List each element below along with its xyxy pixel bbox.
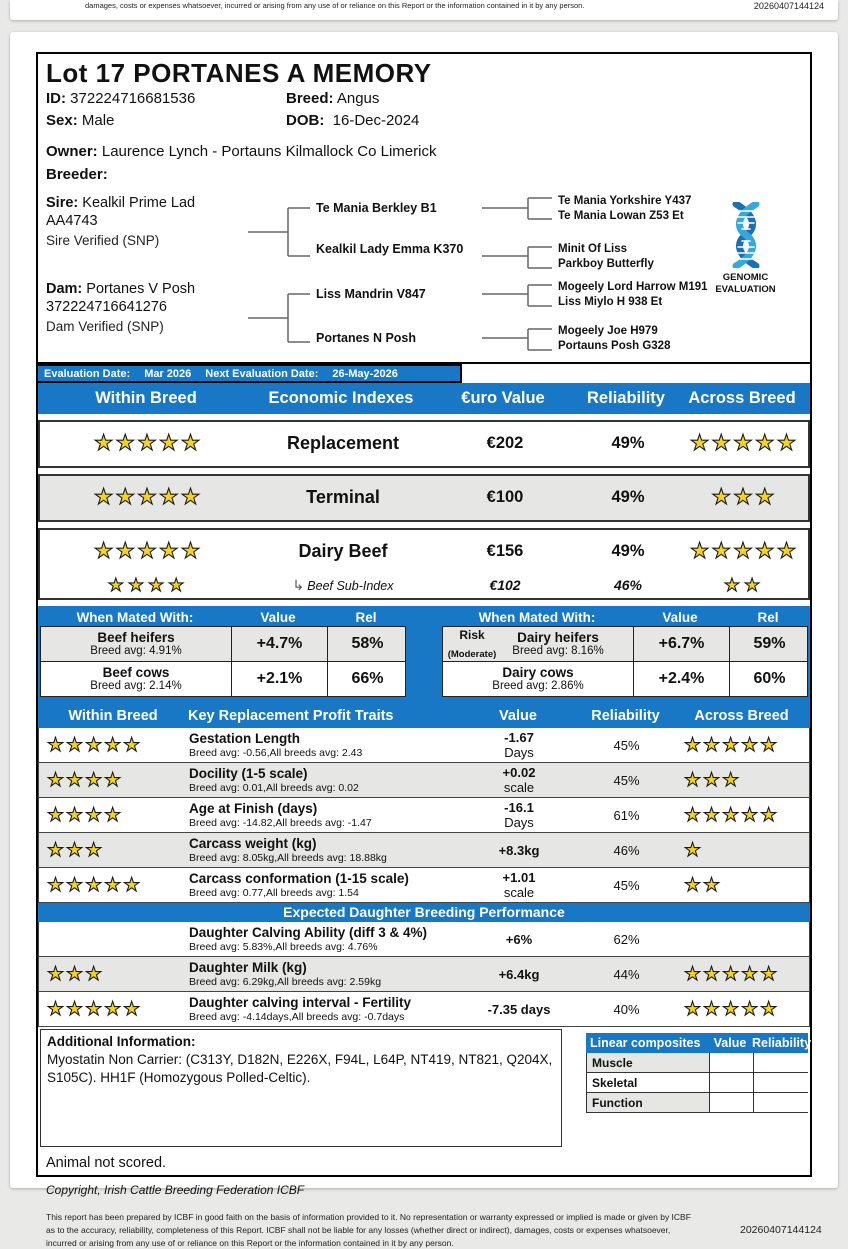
mated-reliability: 58% (327, 627, 407, 661)
bottom-section (38, 1027, 810, 1147)
trait-value: +1.01 scale (502, 870, 536, 900)
star-icon: ★★★ (684, 769, 742, 791)
composite-reliability (753, 1073, 809, 1092)
trait-value: +8.3kg (498, 842, 540, 858)
across-breed-stars (674, 874, 811, 897)
great-grandparents-4: Mogeely Joe H979 Portauns Posh G328 (558, 325, 671, 352)
trait-name: Daughter Milk (kg) Breed avg: 6.29kg,All breeds avg: 2.59kg (189, 960, 382, 988)
dna-helix-icon (720, 202, 772, 268)
star-icon: ★ (684, 839, 704, 861)
corner-arrow-icon: ↳ (292, 576, 305, 593)
trait-reliability: 62% (613, 931, 640, 947)
trait-reliability: 45% (613, 737, 640, 753)
prev-disclaimer-line: damages, costs or expenses whatsoever, incurred or arising from any use of or reliance on this Report or the information contained in it by any person. (85, 1, 585, 10)
star-icon: ★★★ (711, 484, 777, 509)
footer-disclaimer: This report has been prepared by ICBF in good faith on the basis of information provided to it. No representation or warranty expressed or implied is made or given by ICBF as to the accuracy, reliability, completeness of this Report. ICBF shall not be liable for any losses (whether direct or indirect), damages, costs or expenses whatsoever, incurred or arising from any use of or reliance on this Report or the information contained in it by any person. 20260407144124 (46, 1212, 822, 1248)
mated-reliability: 66% (327, 662, 407, 696)
star-icon: ★★★★★ (684, 734, 780, 756)
mated-value: +6.7% (633, 627, 729, 661)
trait-reliability: 46% (613, 842, 640, 858)
next-evaluation-date-value: 26-May-2026 (332, 367, 398, 380)
traits-header: Within Breed Key Replacement Profit Traits Value Reliability Across Breed (38, 703, 810, 728)
euro-value: €102 (489, 577, 521, 593)
across-breed-stars (674, 963, 811, 986)
mated-row (41, 661, 405, 696)
reliability-value: 49% (611, 541, 645, 560)
risk-label: Risk (Moderate) (447, 628, 497, 660)
composite-value (709, 1053, 753, 1072)
report-main-box (36, 52, 812, 1177)
animal-id: ID: 372224716681536 (46, 90, 196, 107)
across-breed-stars (676, 538, 812, 564)
across-breed-stars (674, 769, 811, 792)
index-name: Replacement (286, 432, 400, 453)
traits-rows (38, 728, 810, 903)
trait-reliability: 61% (613, 807, 640, 823)
trait-row (38, 798, 810, 833)
animal-header (38, 54, 810, 188)
composite-name: Muscle (592, 1055, 633, 1070)
trait-name: Daughter Calving Ability (diff 3 & 4%) Breed avg: 5.83%,All breeds avg: 4.76% (189, 925, 428, 953)
star-icon: ★★★★★ (684, 998, 780, 1020)
star-icon: ★★★★★ (47, 734, 143, 756)
star-icon: ★★★ (47, 963, 105, 985)
animal-not-scored-note: Animal not scored. (46, 1155, 167, 1171)
mated-reliability: 60% (729, 662, 809, 696)
star-icon: ★★★★★ (689, 538, 799, 563)
across-breed-stars (674, 734, 811, 757)
great-grandparents-2: Minit Of Liss Parkboy Butterfly (558, 243, 654, 270)
prev-report-code: 20260407144124 (753, 1, 824, 11)
economic-row (38, 420, 810, 468)
within-breed-stars (40, 484, 256, 510)
mated-row (41, 627, 405, 661)
mated-value: +4.7% (231, 627, 327, 661)
copyright-line: Copyright, Irish Cattle Breeding Federation ICBF (46, 1183, 305, 1197)
star-icon: ★★★★★ (93, 430, 203, 455)
trait-reliability: 40% (613, 1001, 640, 1017)
star-icon: ★★ (723, 574, 765, 595)
animal-breed: Breed: Angus (286, 90, 380, 107)
mated-with-name: Dairy cows Breed avg: 2.86% (492, 665, 584, 692)
grandparent-3: Liss Mandrin V847 (316, 287, 426, 301)
reliability-value: 49% (611, 487, 645, 506)
trait-row (38, 763, 810, 798)
composite-reliability (753, 1053, 809, 1072)
trait-row (38, 728, 810, 763)
great-grandparents-3: Mogeely Lord Harrow M191 Liss Miylo H 938 Et (558, 281, 708, 308)
mated-row (443, 661, 807, 696)
within-breed-stars (39, 874, 189, 897)
star-icon: ★★★★★ (47, 874, 143, 896)
trait-reliability: 45% (613, 877, 640, 893)
linear-composite-row (586, 1053, 808, 1073)
star-icon: ★★★★ (107, 574, 189, 595)
linear-composites-table: Linear composites Value Reliability Muscle Skeletal Function (586, 1033, 808, 1147)
trait-name: Docility (1-5 scale) Breed avg: 0.01,All breeds avg: 0.02 (189, 766, 359, 794)
within-breed-stars (39, 963, 189, 986)
composite-value (709, 1073, 753, 1092)
star-icon: ★★★ (47, 839, 105, 861)
daughter-performance-rows (38, 922, 810, 1027)
pedigree-tree (38, 192, 810, 364)
animal-breeder: Breeder: (46, 166, 108, 183)
composite-name: Skeletal (592, 1075, 638, 1090)
report-page (10, 32, 838, 1248)
trait-row (38, 992, 810, 1027)
mated-with-name: Beef cows Breed avg: 2.14% (90, 665, 182, 692)
across-breed-stars (674, 998, 811, 1021)
trait-name: Carcass weight (kg) Breed avg: 8.05kg,All breeds avg: 18.88kg (189, 836, 387, 864)
across-breed-stars (674, 804, 811, 827)
index-name: Dairy Beef (298, 540, 388, 561)
economic-indexes-header: Within Breed Economic Indexes €uro Value Reliability Across Breed (38, 383, 810, 414)
trait-name: Daughter calving interval - Fertility Breed avg: -4.14days,All breeds avg: -0.7days (189, 995, 412, 1023)
evaluation-date-bar (38, 364, 462, 383)
grandparent-2: Kealkil Lady Emma K370 (316, 242, 464, 256)
previous-page-bottom (10, 0, 838, 20)
sub-index-row (40, 572, 808, 598)
euro-value: €100 (486, 487, 524, 506)
mated-with-name: Risk (Moderate) Dairy heifers Breed avg: 8.16% (443, 627, 633, 661)
trait-name: Carcass conformation (1-15 scale) Breed avg: 0.77,All breeds avg: 1.54 (189, 871, 409, 899)
next-evaluation-date-label: Next Evaluation Date: (205, 367, 319, 380)
animal-sex: Sex: Male (46, 112, 115, 129)
across-breed-stars (676, 430, 812, 456)
mated-value: +2.4% (633, 662, 729, 696)
mated-with-name: Beef heifers Breed avg: 4.91% (90, 630, 182, 657)
trait-reliability: 45% (613, 772, 640, 788)
reliability-value: 46% (613, 577, 643, 593)
star-icon: ★★★★★ (684, 963, 780, 985)
composite-name: Function (592, 1095, 643, 1110)
mated-value: +2.1% (231, 662, 327, 696)
across-breed-stars (674, 839, 811, 862)
grandparent-4: Portanes N Posh (316, 331, 417, 345)
animal-owner: Owner: Laurence Lynch - Portauns Kilmallock Co Limerick (46, 143, 437, 160)
dam-block: Dam: Portanes V Posh 372224716641276 Dam Verified (SNP) (46, 281, 196, 334)
within-breed-stars (39, 839, 189, 862)
within-breed-stars (39, 769, 189, 792)
trait-row (38, 868, 810, 903)
within-breed-stars (40, 538, 256, 564)
within-breed-stars (39, 998, 189, 1021)
mated-dairy-table: When Mated With: Value Rel Risk (Moderate) Dairy heifers Breed avg: 8.16% +6.7% 59% Dairy cows Breed avg: 2.86% +2.4% 60% (442, 608, 808, 697)
mated-row (443, 627, 807, 661)
within-breed-stars (39, 804, 189, 827)
euro-value: €156 (486, 541, 524, 560)
star-icon: ★★★★★ (684, 804, 780, 826)
star-icon: ★★★★ (47, 804, 124, 826)
grandparent-1: Te Mania Berkley B1 (316, 201, 437, 215)
trait-value: -7.35 days (487, 1001, 551, 1017)
linear-composite-row (586, 1073, 808, 1093)
composite-reliability (753, 1093, 809, 1112)
evaluation-date-value: Mar 2026 (144, 367, 192, 380)
great-grandparents-1: Te Mania Yorkshire Y437 Te Mania Lowan Z53 Et (558, 195, 692, 222)
page-title: Lot 17 PORTANES A MEMORY (46, 58, 432, 88)
economic-row (38, 528, 810, 600)
across-breed-stars (676, 484, 812, 510)
across-breed-stars (676, 575, 812, 596)
trait-name: Age at Finish (days) Breed avg: -14.82,All breeds avg: -1.47 (189, 801, 372, 829)
star-icon: ★★★★★ (689, 430, 799, 455)
economic-row (38, 474, 810, 522)
evaluation-date-label: Evaluation Date: (44, 367, 131, 380)
sire-block: Sire: Kealkil Prime Lad AA4743 Sire Verified (SNP) (46, 195, 196, 248)
star-icon: ★★ (684, 874, 723, 896)
trait-name: Gestation Length Breed avg: -0.56,All breeds avg: 2.43 (189, 731, 363, 759)
within-breed-stars (39, 734, 189, 757)
trait-value: +6.4kg (498, 966, 540, 982)
reliability-value: 49% (611, 433, 645, 452)
sub-index-name: ↳ Beef Sub-Index (292, 576, 394, 593)
additional-information-box: Additional Information: Myostatin Non Carrier: (C313Y, D182N, E226X, F94L, L64P, NT419, NT821, Q204X, S105C). HH1F (Homozygous Polled-Celtic). (40, 1029, 562, 1147)
trait-value: -1.67 Days (504, 730, 534, 760)
report-code: 20260407144124 (740, 1224, 822, 1237)
trait-value: +6% (505, 931, 533, 947)
within-breed-stars (40, 430, 256, 456)
mated-reliability: 59% (729, 627, 809, 661)
economic-indexes-rows (38, 420, 810, 600)
within-breed-stars (40, 575, 256, 596)
daughter-performance-band: Expected Daughter Breeding Performance (38, 903, 810, 922)
mated-beef-table: When Mated With: Value Rel Beef heifers Breed avg: 4.91% +4.7% 58% Beef cows Breed avg: 2.14% +2.1% 66% (40, 608, 406, 697)
trait-reliability: 44% (613, 966, 640, 982)
animal-dob: DOB: 16-Dec-2024 (286, 112, 420, 129)
trait-value: +0.02 scale (502, 765, 536, 795)
trait-row (38, 833, 810, 868)
trait-row (38, 957, 810, 992)
linear-composite-row (586, 1093, 808, 1113)
genomic-evaluation-badge: GENOMIC EVALUATION (698, 202, 793, 296)
star-icon: ★★★★★ (93, 484, 203, 509)
when-mated-with-section (38, 606, 810, 703)
star-icon: ★★★★ (47, 769, 124, 791)
index-name: Terminal (306, 486, 380, 507)
trait-row (38, 922, 810, 957)
trait-value: -16.1 Days (504, 800, 534, 830)
euro-value: €202 (486, 433, 524, 452)
composite-value (709, 1093, 753, 1112)
star-icon: ★★★★★ (93, 538, 203, 563)
star-icon: ★★★★★ (47, 998, 143, 1020)
